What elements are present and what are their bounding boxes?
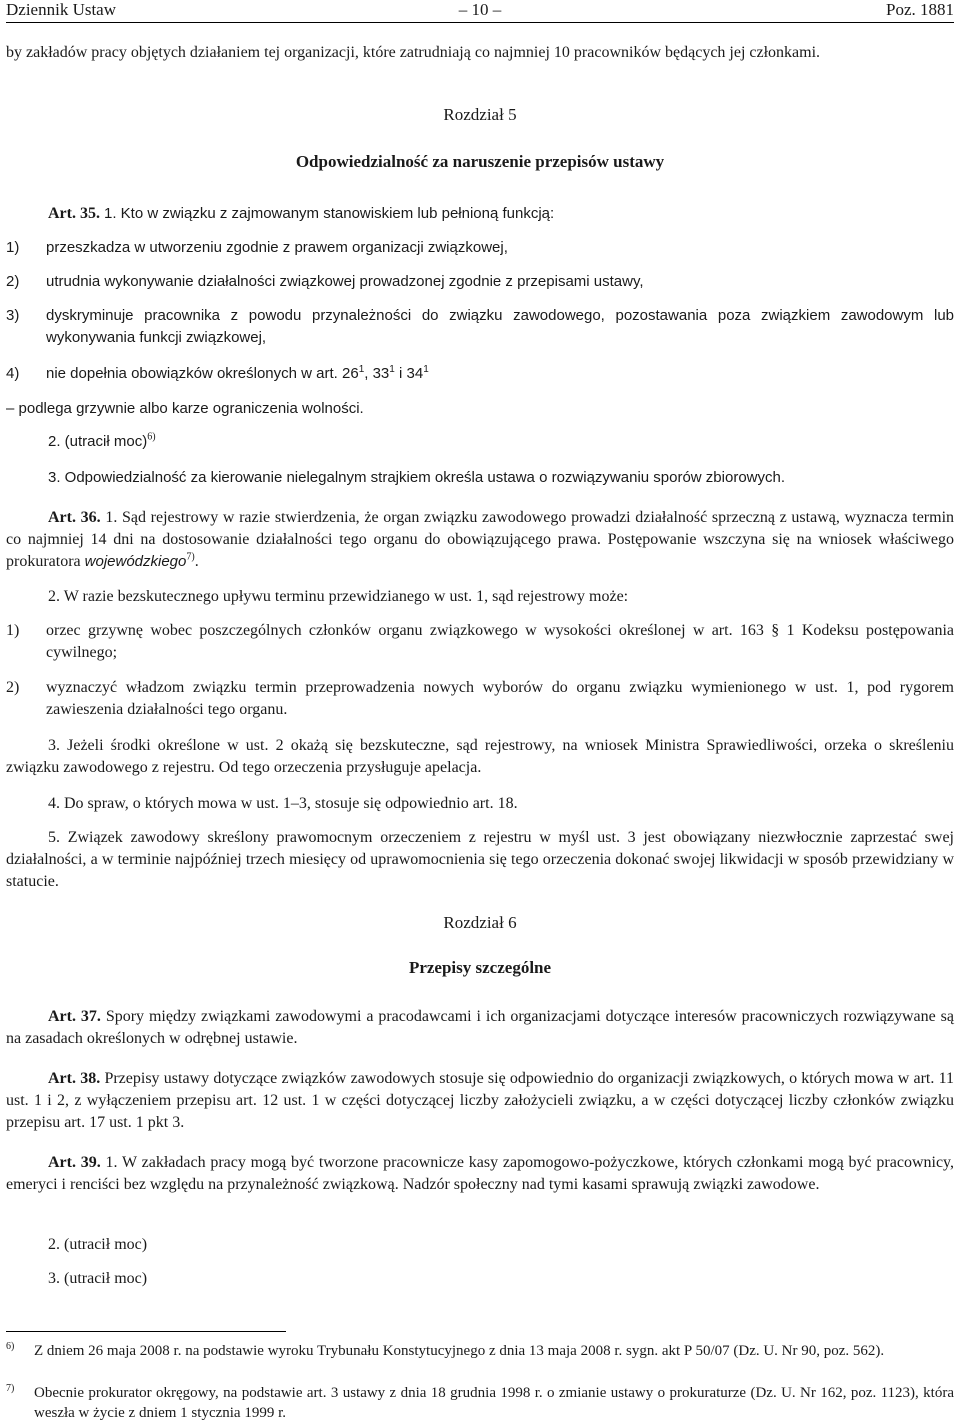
art35-para2: 2. (utracił moc)$^{6)}$ (48, 431, 156, 450)
footnote-ref-6: 6) (147, 431, 156, 443)
footnote-ref-7: 7) (186, 551, 195, 563)
art35-item-2: 2) utrudnia wykonywanie działalności związkowej prowadzonej zgodnie z przepisami ustawy, (6, 273, 644, 290)
page-number: – 10 – (458, 0, 502, 19)
footnote-separator (6, 1331, 286, 1332)
art38-label: Art. 38. (48, 1070, 101, 1087)
journal-name: Dziennik Ustaw (6, 0, 117, 19)
art36-para1: Art. 36. 1. Sąd rejestrowy w razie stwierdzenia, że organ związku zawodowego prowadzi działalność sprzeczną z ustawą, wyznacza termin co najmniej 14 dni na dostosowanie działalności tego organu do obowiązującego prawa. Postępowanie wszczyna się na wniosek właściwego prokuratora wojewódzkiego$^{7)}$. (6, 509, 955, 570)
art35-label: Art. 35. (48, 205, 100, 222)
chapter-6-subtitle: Przepisy szczególne (408, 958, 552, 977)
art36-item-2: 2) wyznaczyć władzom związku termin przeprowadzenia nowych wyborów do organu związku wymienionego w ust. 1, pod rygorem zawieszenia działalności tego organu. (6, 679, 954, 718)
art36-para2: 2. W razie bezskutecznego upływu terminu przewidzianego w ust. 1, sąd rejestrowy może: (48, 588, 629, 605)
art35-item-3: 3) dyskryminuje pracownika z powodu przynależności do związku zawodowego, pozostawania poza związkiem zawodowym lub wykonywania funkcji związkowej, (6, 307, 954, 346)
chapter-5-title: Rozdział 5 (443, 105, 517, 124)
art35-para1 (6, 203, 954, 225)
footnote-6: 6) Z dniem 26 maja 2008 r. na podstawie wyroku Trybunału Konstytucyjnego z dnia 13 maja 2008 r. sygn. akt P 50/07 (Dz. U. Nr 90, poz. 562). (6, 1341, 885, 1359)
art35-para3: 3. Odpowiedzialność za kierowanie nielegalnym strajkiem określa ustawa o rozwiązywaniu sporów zbiorowych. (48, 469, 785, 486)
art36-label: Art. 36. (48, 509, 101, 526)
art37-label: Art. 37. (48, 1008, 101, 1025)
art36-para5: 5. Związek zawodowy skreślony prawomocnym orzeczeniem z rejestru w myśl ust. 3 jest obowiązany niezwłocznie zaprzestać swej działalności, a w terminie najpóźniej trzech miesięcy od uprawomocnienia się tego orzeczenia dokonać swojej likwidacji w sposób przewidziany w statucie. (6, 829, 954, 890)
chapter-6-title: Rozdział 6 (443, 913, 517, 932)
art39-para3: 3. (utracił moc) (48, 1270, 148, 1287)
art38-paragraph: Art. 38. Przepisy ustawy dotyczące związków zawodowych stosuje się odpowiednio do organizacji związkowych, o których mowa w art. 11 ust. 1 i 2, z wyłączeniem przepisu art. 12 ust. 1 w części dotyczącej liczby założycieli związku, a w części dotyczącej liczby członków związku przepisu art. 17 ust. 1 pkt 3. (6, 1070, 955, 1131)
art37-paragraph: Art. 37. Spory między związkami zawodowymi a pracodawcami i ich organizacjami dotyczące interesów pracowniczych rozwiązywane są na zasadach określonych w odrębnej ustawie. (6, 1008, 955, 1047)
footnote-7: 7) Obecnie prokurator okręgowy, na podstawie art. 3 ustawy z dnia 18 grudnia 1998 r. o zmianie ustawy o prokuraturze (Dz. U. Nr 162, poz. 1123), która weszła w życie z dniem 1 stycznia 1999 r. (6, 1383, 954, 1421)
art36-para4: 4. Do spraw, o których mowa w ust. 1–3, stosuje się odpowiednio art. 18. (48, 795, 518, 812)
art39-label: Art. 39. (48, 1154, 101, 1171)
page-header (6, 0, 954, 23)
art39-para1: Art. 39. 1. W zakładach pracy mogą być tworzone pracownicze kasy zapomogowo-pożyczkowe, których członkami mogą być pracownicy, emeryci i renciści bez względu na przynależność związkową. Nadzór społeczny nad tymi kasami sprawują związki zawodowe. (6, 1154, 955, 1193)
art39-para2: 2. (utracił moc) (48, 1236, 148, 1253)
intro-paragraph: by zakładów pracy objętych działaniem tej organizacji, które zatrudniają co najmniej 10 pracowników będących jej członkami. (6, 44, 821, 61)
art35-p1: 1. Kto w związku z zajmowanym stanowiskiem lub pełnioną funkcją: (103, 205, 555, 222)
art35-penalty: – podlega grzywnie albo karze ograniczenia wolności. (6, 400, 364, 417)
art35-item-4: 4) nie dopełnia obowiązków określonych w art. $26^1$, $33^1$ i $34^1$ (6, 364, 429, 382)
art36-para3: 3. Jeżeli środki określone w ust. 2 okażą się bezskuteczne, sąd rejestrowy, na wniosek Ministra Sprawiedliwości, orzeka o skreśleniu związku zawodowego z rejestru. Od tego orzeczenia przysługuje apelacja. (6, 737, 954, 776)
chapter-5-subtitle: Odpowiedzialność za naruszenie przepisów ustawy (295, 152, 665, 171)
art36-item-1: 1) orzec grzywnę wobec poszczególnych członków organu związkowego w wysokości określonej w art. 163 § 1 Kodeksu postępowania cywilnego; (6, 622, 954, 661)
art35-item-1: 1) przeszkadza w utworzeniu zgodnie z prawem organizacji związkowej, (6, 239, 508, 256)
position-number: Poz. 1881 (886, 0, 954, 19)
